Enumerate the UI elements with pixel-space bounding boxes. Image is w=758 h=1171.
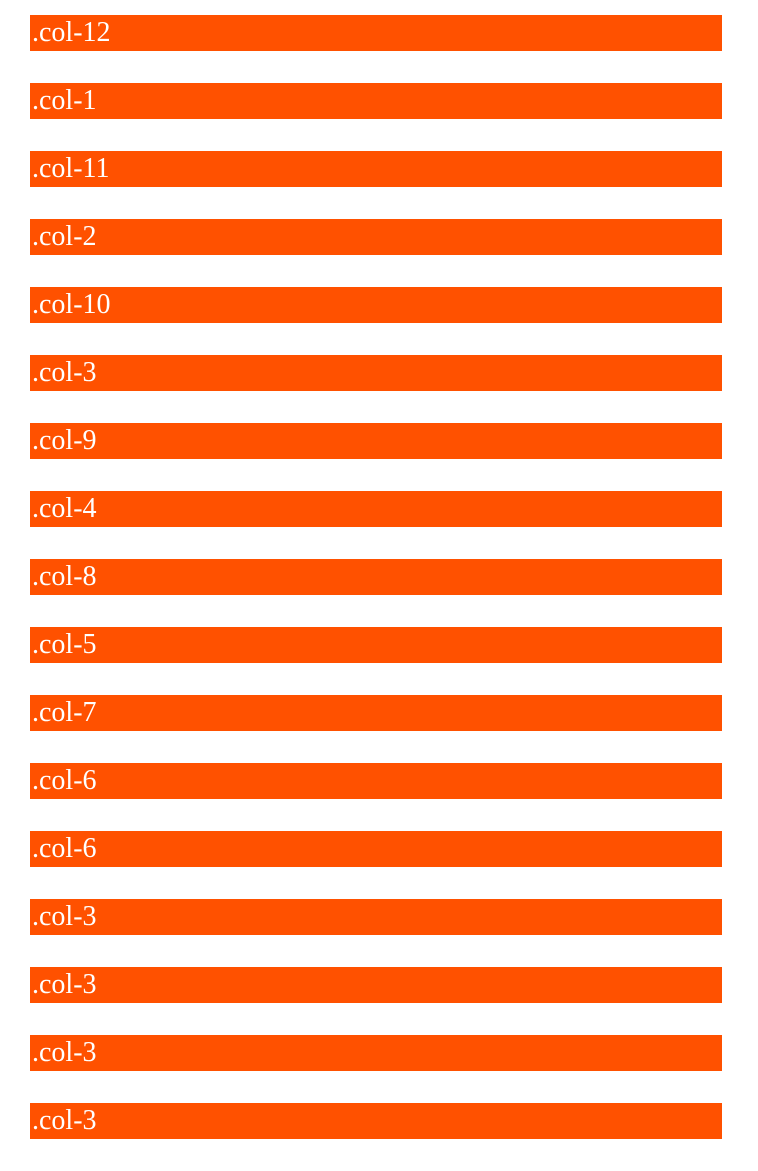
col-block: .col-8 bbox=[30, 559, 722, 595]
col-block: .col-6 bbox=[30, 763, 722, 799]
col-block: .col-5 bbox=[30, 627, 722, 663]
column-grid bbox=[30, 15, 722, 1171]
col-block: .col-9 bbox=[30, 423, 722, 459]
col-block: .col-10 bbox=[30, 287, 722, 323]
col-block: .col-3 bbox=[30, 1035, 722, 1071]
col-block: .col-6 bbox=[30, 831, 722, 867]
col-block: .col-3 bbox=[30, 355, 722, 391]
col-block: .col-1 bbox=[30, 83, 722, 119]
col-block: .col-3 bbox=[30, 967, 722, 1003]
col-block: .col-11 bbox=[30, 151, 722, 187]
col-block: .col-4 bbox=[30, 491, 722, 527]
col-block: .col-7 bbox=[30, 695, 722, 731]
col-block: .col-3 bbox=[30, 899, 722, 935]
col-block: .col-12 bbox=[30, 15, 722, 51]
col-block: .col-2 bbox=[30, 219, 722, 255]
col-block: .col-3 bbox=[30, 1103, 722, 1139]
